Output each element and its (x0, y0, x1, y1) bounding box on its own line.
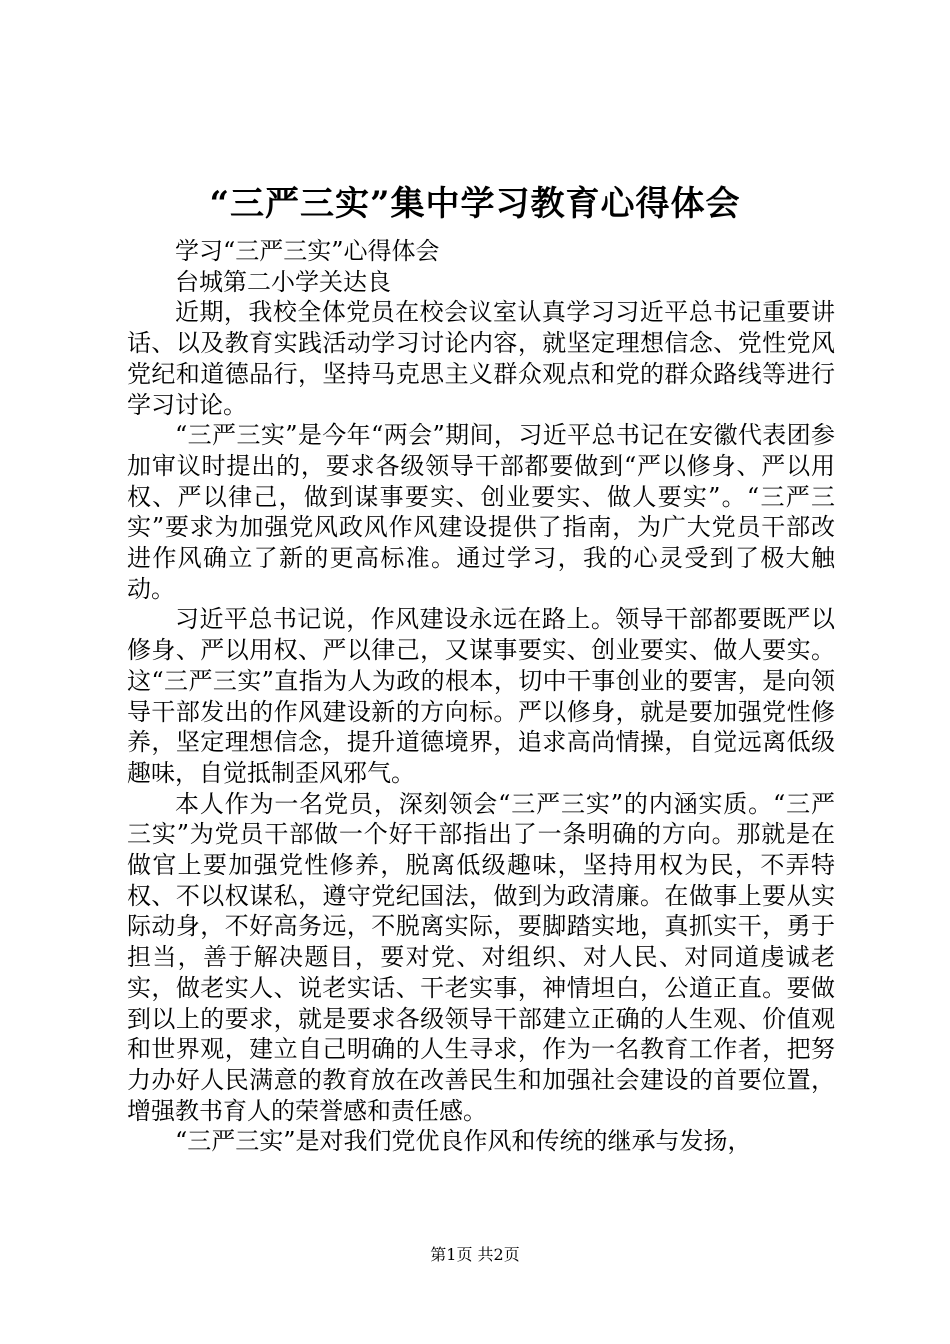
document-title: “三严三实”集中学习教育心得体会 (209, 184, 741, 224)
paragraph: “三严三实”是今年“两会”期间，习近平总书记在安徽代表团参加审议时提出的，要求各级领导干部都要做到“严以修身、严以用权、严以律己，做到谋事要实、创业要实、做人要实”。“三严三实”要求为加强党风政风作风建设提供了指南，为广大党员干部改进作风确立了新的更高标准。通过学习，我的心灵受到了极大触动。 (127, 421, 835, 603)
paragraph-subtitle: 学习“三严三实”心得体会 (175, 237, 440, 265)
paragraph: 习近平总书记说，作风建设永远在路上。领导干部都要既严以修身、严以用权、严以律己，又谋事要实、创业要实、做人要实。这“三严三实”直指为人为政的根本，切中干事创业的要害，是向领导干部发出的作风建设新的方向标。严以修身，就是要加强党性修养，坚定理想信念，提升道德境界，追求高尚情操，自觉远离低级趣味，自觉抵制歪风邪气。 (127, 605, 835, 787)
paragraph: 本人作为一名党员，深刻领会“三严三实”的内涵实质。“三严三实”为党员干部做一个好干部指出了一条明确的方向。那就是在做官上要加强党性修养，脱离低级趣味，坚持用权为民，不弄特权、不以权谋私，遵守党纪国法，做到为政清廉。在做事上要从实际动身，不好高务远，不脱离实际，要脚踏实地，真抓实干，勇于担当，善于解决题目，要对党、对组织、对人民、对同道虔诚老实，做老实人、说老实话、干老实事，神情坦白，公道正直。要做到以上的要求，就是要求各级领导干部建立正确的人生观、价值观和世界观，建立自己明确的人生寻求，作为一名教育工作者，把努力办好人民满意的教育放在改善民生和加强社会建设的首要位置，增强教书育人的荣誉感和责任感。 (127, 789, 835, 1125)
paragraph: 近期，我校全体党员在校会议室认真学习习近平总书记重要讲话、以及教育实践活动学习讨论内容，就坚定理想信念、党性党风党纪和道德品行，坚持马克思主义群众观点和党的群众路线等进行学习讨论。 (127, 298, 835, 419)
paragraph: “三严三实”是对我们党优良作风和传统的继承与发扬， (175, 1127, 752, 1156)
document-body (127, 236, 835, 1157)
page-footer: 第1页 共2页 (430, 1245, 520, 1264)
paragraph-author: 台城第二小学关达良 (175, 267, 391, 296)
